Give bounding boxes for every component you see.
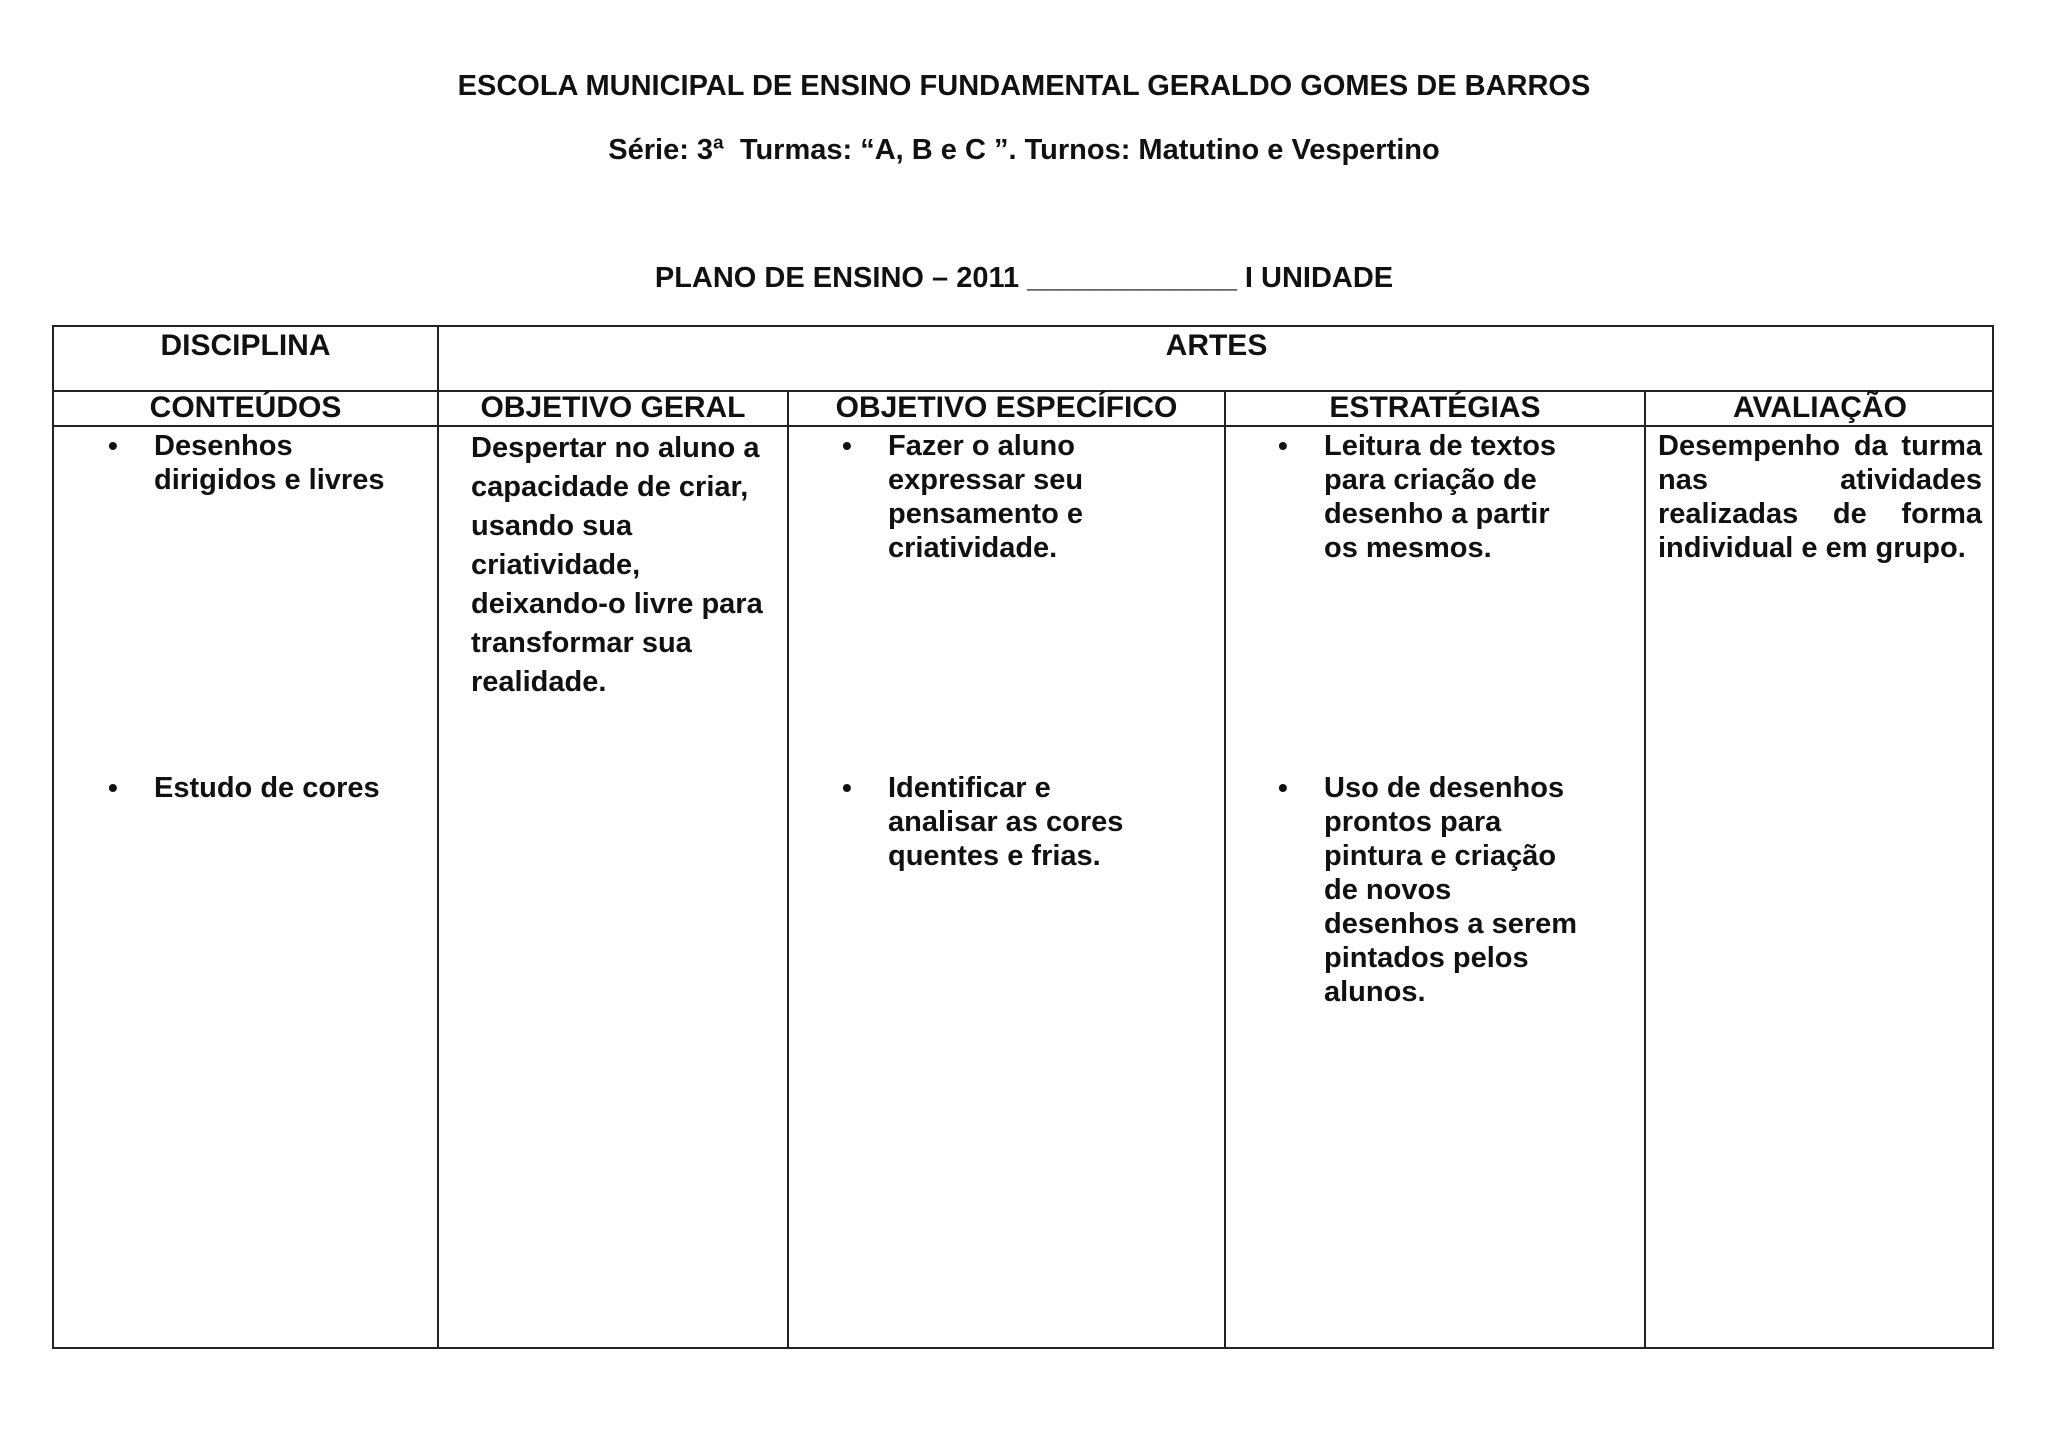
list-item: • Desenhos dirigidos e livres [108,429,398,497]
col-divider-1 [437,327,439,1349]
column-header-estrategias: ESTRATÉGIAS [1329,391,1541,424]
col-divider-3 [1224,390,1226,1349]
list-item: • Fazer o aluno expressar seu pensamento e criatividade. [842,429,1142,565]
column-header-objetivo-geral: OBJETIVO GERAL [480,391,746,424]
list-item: • Uso de desenhos prontos para pintura e criação de novos desenhos a serem pintados pelos alunos. [1278,771,1578,1009]
objetivo-especifico-list-1 [842,429,1142,565]
list-item: • Estudo de cores [108,771,398,805]
teaching-plan-table [52,325,1994,1349]
list-item: • Leitura de textos para criação de desenho a partir os mesmos. [1278,429,1578,565]
plan-title: PLANO DE ENSINO – 2011 _____________ I UNIDADE [654,262,1394,294]
estrategias-list-2 [1278,771,1578,1009]
discipline-value: ARTES [1165,329,1268,362]
col-divider-4 [1644,390,1646,1349]
class-series-info: Série: 3ª Turmas: “A, B e C ”. Turnos: Matutino e Vespertino [608,134,1440,166]
column-header-conteudos: CONTEÚDOS [149,391,342,424]
conteudos-list-2 [108,771,398,805]
conteudos-list-1 [108,429,398,497]
objetivo-especifico-list-2 [842,771,1142,873]
column-header-objetivo-especifico: OBJETIVO ESPECÍFICO [835,391,1178,424]
school-name: ESCOLA MUNICIPAL DE ENSINO FUNDAMENTAL GERALDO GOMES DE BARROS [457,70,1591,102]
list-item: • Identificar e analisar as cores quentes e frias. [842,771,1142,873]
row-divider-2 [54,425,1992,427]
col-divider-2 [787,390,789,1349]
discipline-label: DISCIPLINA [160,329,331,362]
column-header-avaliacao: AVALIAÇÃO [1733,391,1907,424]
estrategias-list-1 [1278,429,1578,565]
avaliacao-text: Desempenho da turma nas atividades realizadas de forma individual e em grupo. [1658,430,1982,564]
objetivo-geral-text: Despertar no aluno a capacidade de criar, usando sua criatividade, deixando-o livre para transformar sua realidade. [471,432,763,698]
